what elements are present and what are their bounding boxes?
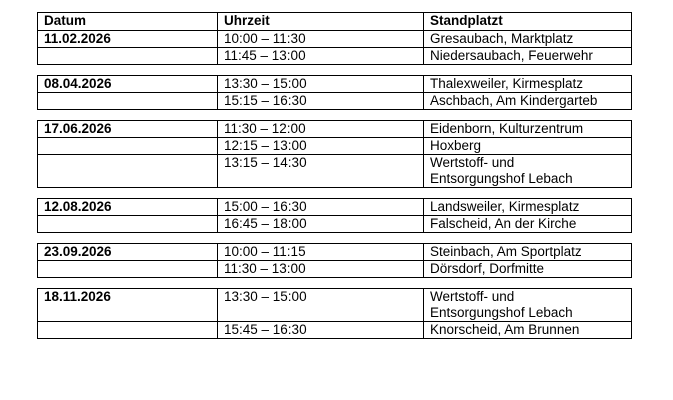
date-cell-empty <box>38 155 218 188</box>
location-cell: Wertstoff- und Entsorgungshof Lebach <box>424 289 632 322</box>
spacer-cell <box>218 233 424 244</box>
time-cell: 13:30 – 15:00 <box>218 289 424 322</box>
time-cell: 15:15 – 16:30 <box>218 93 424 110</box>
table-row <box>38 289 632 322</box>
location-cell: Niedersaubach, Feuerwehr <box>424 48 632 65</box>
time-cell: 13:15 – 14:30 <box>218 155 424 188</box>
time-cell: 10:00 – 11:15 <box>218 244 424 261</box>
time-cell: 11:45 – 13:00 <box>218 48 424 65</box>
date-cell: 11.02.2026 <box>38 31 218 48</box>
date-cell-empty <box>38 93 218 110</box>
date-cell-empty <box>38 48 218 65</box>
table-row <box>38 93 632 110</box>
table-row <box>38 48 632 65</box>
spacer-cell <box>218 110 424 121</box>
group-spacer <box>38 188 632 199</box>
location-cell: Falscheid, An der Kirche <box>424 216 632 233</box>
date-cell: 23.09.2026 <box>38 244 218 261</box>
table-row <box>38 199 632 216</box>
spacer-cell <box>424 278 632 289</box>
group-spacer <box>38 65 632 76</box>
group-spacer <box>38 110 632 121</box>
location-cell: Hoxberg <box>424 138 632 155</box>
time-cell: 12:15 – 13:00 <box>218 138 424 155</box>
location-cell: Landsweiler, Kirmesplatz <box>424 199 632 216</box>
group-spacer <box>38 233 632 244</box>
schedule-body <box>38 31 632 339</box>
table-row <box>38 322 632 339</box>
schedule-table <box>37 12 632 339</box>
time-cell: 13:30 – 15:00 <box>218 76 424 93</box>
spacer-cell <box>218 278 424 289</box>
time-cell: 15:45 – 16:30 <box>218 322 424 339</box>
table-row <box>38 76 632 93</box>
spacer-cell <box>38 110 218 121</box>
date-cell-empty <box>38 322 218 339</box>
date-cell: 18.11.2026 <box>38 289 218 322</box>
date-cell: 08.04.2026 <box>38 76 218 93</box>
location-cell: Knorscheid, Am Brunnen <box>424 322 632 339</box>
location-cell: Steinbach, Am Sportplatz <box>424 244 632 261</box>
location-cell: Eidenborn, Kulturzentrum <box>424 121 632 138</box>
spacer-cell <box>218 65 424 76</box>
location-cell: Aschbach, Am Kindergarteb <box>424 93 632 110</box>
header-date: Datum <box>38 13 218 31</box>
table-row <box>38 138 632 155</box>
spacer-cell <box>424 110 632 121</box>
spacer-cell <box>38 188 218 199</box>
spacer-cell <box>38 278 218 289</box>
date-cell: 12.08.2026 <box>38 199 218 216</box>
table-row <box>38 155 632 188</box>
table-row <box>38 31 632 48</box>
date-cell-empty <box>38 138 218 155</box>
spacer-cell <box>38 233 218 244</box>
schedule-document <box>37 12 631 339</box>
table-row <box>38 216 632 233</box>
header-time: Uhrzeit <box>218 13 424 31</box>
location-cell: Thalexweiler, Kirmesplatz <box>424 76 632 93</box>
spacer-cell <box>218 188 424 199</box>
date-cell-empty <box>38 261 218 278</box>
header-row <box>38 13 632 31</box>
header-location: Standplatzt <box>424 13 632 31</box>
location-cell: Wertstoff- und Entsorgungshof Lebach <box>424 155 632 188</box>
spacer-cell <box>38 65 218 76</box>
table-row <box>38 261 632 278</box>
spacer-cell <box>424 65 632 76</box>
spacer-cell <box>424 188 632 199</box>
location-cell: Gresaubach, Marktplatz <box>424 31 632 48</box>
date-cell-empty <box>38 216 218 233</box>
time-cell: 15:00 – 16:30 <box>218 199 424 216</box>
table-row <box>38 121 632 138</box>
time-cell: 10:00 – 11:30 <box>218 31 424 48</box>
group-spacer <box>38 278 632 289</box>
time-cell: 11:30 – 12:00 <box>218 121 424 138</box>
location-cell: Dörsdorf, Dorfmitte <box>424 261 632 278</box>
table-row <box>38 244 632 261</box>
date-cell: 17.06.2026 <box>38 121 218 138</box>
time-cell: 16:45 – 18:00 <box>218 216 424 233</box>
spacer-cell <box>424 233 632 244</box>
time-cell: 11:30 – 13:00 <box>218 261 424 278</box>
